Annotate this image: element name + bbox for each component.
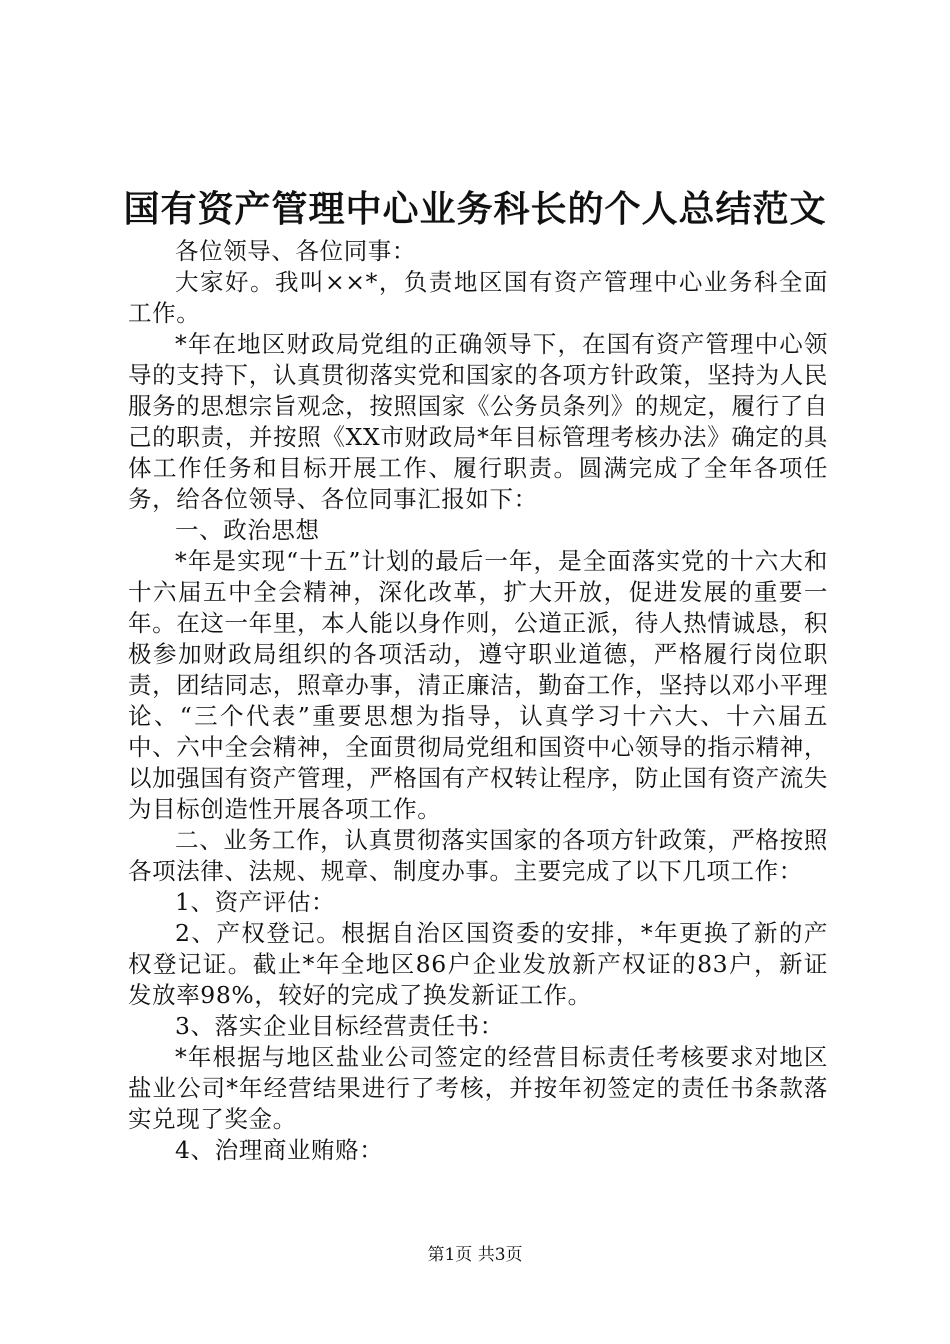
item-asset-evaluation: 1、资产评估： — [175, 888, 336, 916]
paragraph-introduction: 大家好。我叫××*，负责地区国有资产管理中心业务科全面工作。 — [128, 268, 828, 327]
item-property-registration: 2、产权登记。根据自治区国资委的安排，*年更换了新的产权登记证。截止*年全地区86户企业发放新产权证的83户，新证发放率98%，较好的完成了换发新证工作。 — [128, 919, 828, 1009]
document-title: 国有资产管理中心业务科长的个人总结范文 — [123, 188, 827, 230]
section-heading-political-thought: 一、政治思想 — [175, 516, 320, 544]
page-footer: 第1页 共3页 — [427, 1245, 523, 1265]
item-target-responsibility: 3、落实企业目标经营责任书： — [175, 1012, 504, 1040]
item-commercial-bribery: 4、治理商业贿赂： — [175, 1136, 384, 1164]
document-body — [128, 236, 828, 1166]
paragraph-greeting: 各位领导、各位同事： — [175, 237, 416, 265]
paragraph-overview: *年在地区财政局党组的正确领导下，在国有资产管理中心领导的支持下，认真贯彻落实党和国家的各项方针政策，坚持为人民服务的思想宗旨观念，按照国家《公务员条列》的规定，履行了自己的职责，并按照《XX市财政局*年目标管理考核办法》确定的具体工作任务和目标开展工作、履行职责。圆满完成了全年各项任务，给各位领导、各位同事汇报如下： — [128, 330, 828, 513]
paragraph-political-thought: *年是实现“十五”计划的最后一年，是全面落实党的十六大和十六届五中全会精神，深化改革，扩大开放，促进发展的重要一年。在这一年里，本人能以身作则，公道正派，待人热情诚恳，积极参加财政局组织的各项活动，遵守职业道德，严格履行岗位职责，团结同志，照章办事，清正廉洁，勤奋工作，坚持以邓小平理论、“三个代表”重要思想为指导，认真学习十六大、十六届五中、六中全会精神，全面贯彻局党组和国资中心领导的指示精神，以加强国有资产管理，严格国有产权转让程序，防止国有资产流失为目标创造性开展各项工作。 — [128, 547, 828, 823]
paragraph-business-work: 二、业务工作，认真贯彻落实国家的各项方针政策，严格按照各项法律、法规、规章、制度办事。主要完成了以下几项工作： — [128, 826, 828, 885]
paragraph-salt-company-review: *年根据与地区盐业公司签定的经营目标责任考核要求对地区盐业公司*年经营结果进行了考核，并按年初签定的责任书条款落实兑现了奖金。 — [128, 1043, 828, 1133]
